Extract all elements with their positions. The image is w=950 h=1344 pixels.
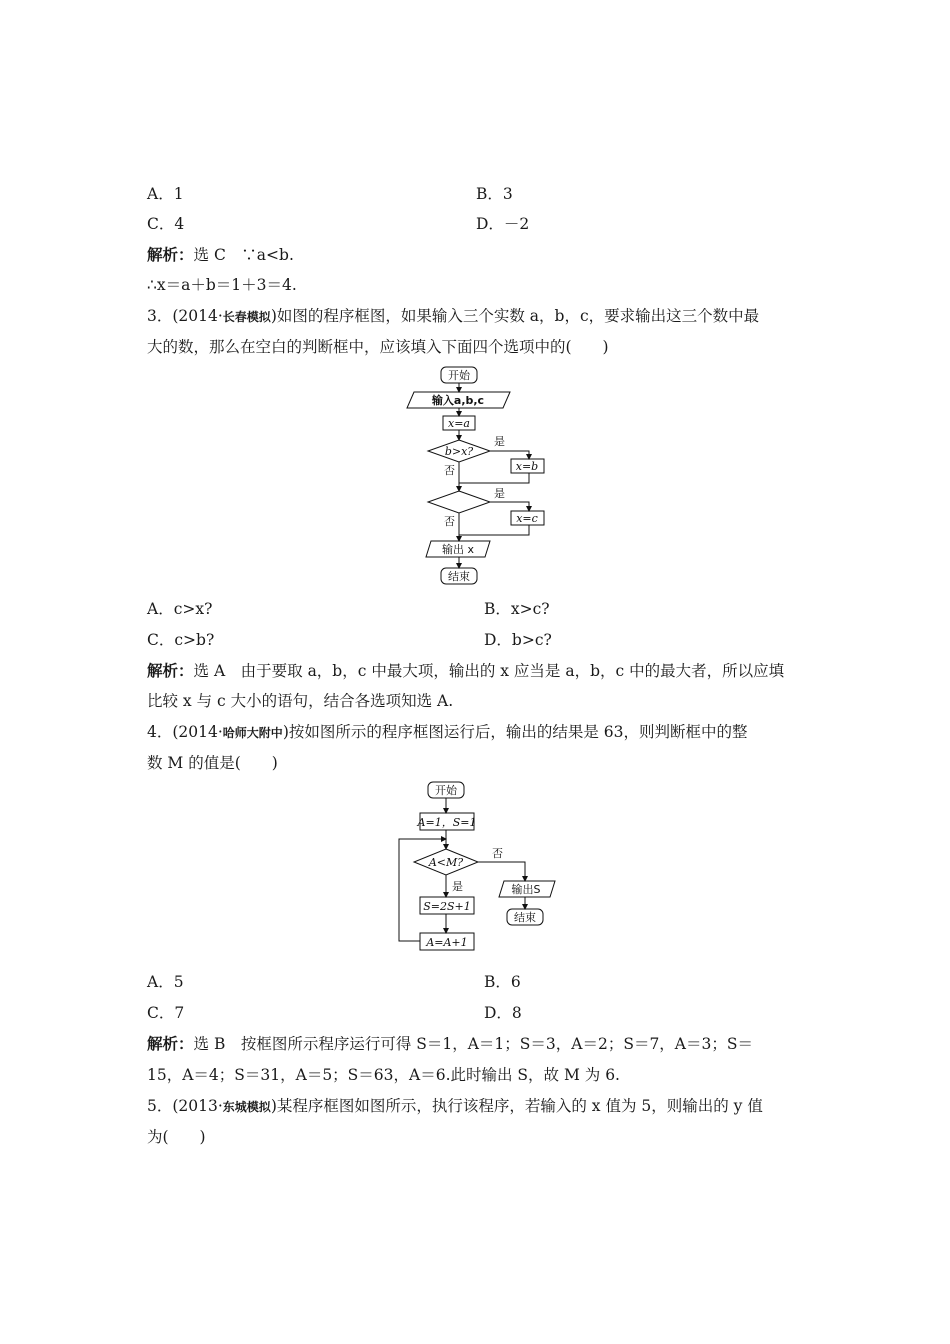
- q4-option-a: A．5: [147, 973, 184, 991]
- q4-stem-line1: [147, 722, 748, 743]
- q4-stem-line2: 数 M 的值是( ): [147, 754, 278, 772]
- yes2-label: 是: [494, 487, 505, 500]
- q5-stem-line2: 为( ): [147, 1128, 206, 1146]
- q3-analysis-line2: 比较 x 与 c 大小的语句，结合各选项知选 A.: [147, 692, 454, 710]
- q2-option-c: C．4: [147, 215, 185, 233]
- end-label: 结束: [448, 570, 470, 583]
- question-number: 4．: [147, 723, 173, 741]
- q2-analysis-line1: [147, 245, 294, 265]
- analysis-label: 解析：: [147, 661, 194, 680]
- q2-option-a: A．1: [147, 185, 184, 203]
- question-number: 5．: [147, 1097, 173, 1115]
- init-label: A=1，S=1: [417, 816, 477, 829]
- decision-diamond-2: [428, 491, 490, 513]
- end-label: 结束: [514, 911, 536, 924]
- no2-label: 否: [444, 515, 455, 528]
- q5-stem-line1: [147, 1096, 763, 1117]
- source-name: 长春模拟: [222, 310, 271, 324]
- analysis-text: 选 A 由于要取 a，b，c 中最大项，输出的 x 应当是 a，b，c 中的最大者，所以应填: [193, 662, 785, 680]
- q3-option-a: A．c>x?: [147, 600, 213, 618]
- no1-label: 否: [444, 464, 455, 477]
- output-label: 输出 x: [441, 543, 475, 556]
- source-year: (2013·: [172, 1097, 223, 1115]
- q4-analysis-line1: [147, 1034, 753, 1054]
- start-label: 开始: [435, 784, 457, 797]
- stem-text: )某程序框图如图所示，执行该程序，若输入的 x 值为 5，则输出的 y 值: [270, 1097, 763, 1115]
- cond-label: A<M?: [428, 856, 464, 869]
- q4-option-b: B．6: [484, 973, 521, 991]
- q4-option-d: D．8: [484, 1004, 522, 1022]
- source-year: (2014·: [172, 307, 223, 325]
- analysis-label: 解析：: [147, 245, 194, 264]
- cond1-label: b>x?: [444, 445, 474, 458]
- q3-analysis-line1: [147, 661, 784, 681]
- source-name: 东城模拟: [222, 1100, 271, 1114]
- q4-flowchart: [392, 778, 567, 963]
- assign3-label: x=c: [516, 512, 538, 525]
- analysis-label: 解析：: [147, 1034, 194, 1053]
- stem-text: )按如图所示的程序框图运行后，输出的结果是 63，则判断框中的整: [282, 723, 748, 741]
- step2-label: A=A+1: [426, 936, 468, 949]
- assign2-label: x=b: [515, 460, 539, 473]
- q2-option-d: D．－2: [476, 215, 530, 233]
- start-label: 开始: [448, 369, 470, 382]
- q2-option-b: B．3: [476, 185, 513, 203]
- source-year: (2014·: [172, 723, 223, 741]
- q3-option-b: B．x>c?: [484, 600, 550, 618]
- yes-label: 是: [452, 880, 463, 893]
- q3-stem-line2: 大的数，那么在空白的判断框中，应该填入下面四个选项中的( ): [147, 338, 609, 356]
- q4-option-c: C．7: [147, 1004, 185, 1022]
- stem-text: )如图的程序框图，如果输入三个实数 a，b，c，要求输出这三个数中最: [270, 307, 760, 325]
- q3-stem-line1: [147, 306, 759, 327]
- q3-option-c: C．c>b?: [147, 631, 215, 649]
- q2-analysis-line2: ∴x＝a＋b＝1＋3＝4.: [147, 276, 297, 294]
- assign1-label: x=a: [448, 417, 470, 430]
- output-label: 输出S: [511, 883, 541, 896]
- no-label: 否: [492, 847, 503, 860]
- analysis-text: 选 C ∵a<b.: [193, 246, 294, 264]
- analysis-text: 选 B 按框图所示程序运行可得 S＝1，A＝1；S＝3，A＝2；S＝7，A＝3；S＝: [193, 1035, 753, 1053]
- step1-label: S=2S+1: [423, 900, 471, 913]
- q3-option-d: D．b>c?: [484, 631, 552, 649]
- q3-flowchart: [400, 363, 560, 588]
- input-label: 输入a,b,c: [431, 394, 485, 407]
- question-number: 3．: [147, 307, 173, 325]
- q4-analysis-line2: 15，A＝4；S＝31，A＝5；S＝63，A＝6.此时输出 S，故 M 为 6.: [147, 1066, 620, 1084]
- yes1-label: 是: [494, 435, 505, 448]
- source-name: 哈师大附中: [222, 726, 283, 740]
